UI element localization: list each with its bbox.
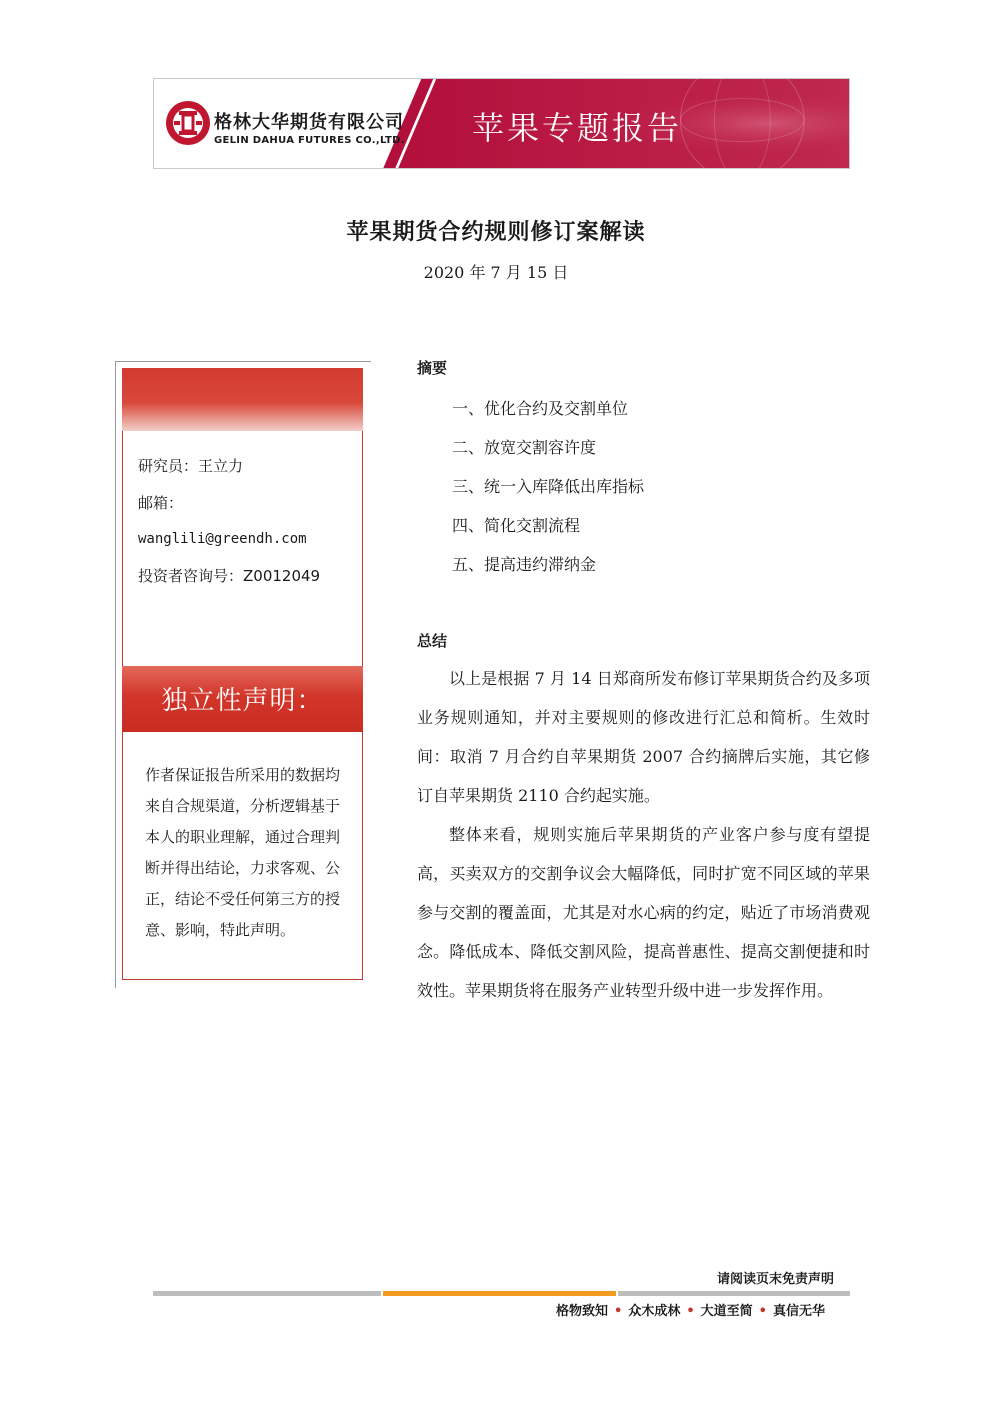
conclusion-heading: 总结 — [417, 632, 448, 650]
conclusion-paragraph-1: 以上是根据 7 月 14 日郑商所发布修订苹果期货合约及多项业务规则通知，并对主要规则的修改进行汇总和简析。生效时间：取消 7 月合约自苹果期货 2007 合约摘牌后实施，其它修订自苹果期货 2110 合约起实施。 — [417, 669, 870, 805]
company-logo-icon — [164, 99, 212, 147]
researcher-label: 研究员： — [138, 457, 199, 475]
motto-separator: • — [686, 1304, 695, 1319]
report-type-label: 苹果专题报告 — [472, 109, 683, 147]
summary-item-4: 四、简化交割流程 — [452, 516, 581, 535]
email-label: 邮箱： — [138, 494, 184, 512]
email-address[interactable] — [138, 529, 307, 547]
motto-4: 真信无华 — [772, 1304, 825, 1319]
header-banner — [153, 78, 850, 169]
company-name-en: GELIN DAHUA FUTURES CO.,LTD. — [214, 135, 405, 146]
email-text: wanglili@greendh.com — [138, 531, 307, 547]
summary-item-3: 三、统一入库降低出库指标 — [452, 477, 645, 496]
motto-separator: • — [758, 1304, 767, 1319]
footer-bar-left — [153, 1291, 381, 1296]
summary-item-1: 一、优化合约及交割单位 — [452, 399, 629, 418]
motto-2: 众木成林 — [628, 1304, 681, 1319]
summary-heading: 摘要 — [417, 359, 448, 377]
page-title: 苹果期货合约规则修订案解读 — [346, 220, 646, 245]
motto-3: 大道至简 — [700, 1304, 753, 1319]
license-line — [138, 565, 320, 586]
report-date: 2020 年 7 月 15 日 — [423, 263, 569, 282]
researcher-name: 王立力 — [198, 457, 244, 475]
company-name-cn: 格林大华期货有限公司 — [214, 112, 404, 133]
sidebar-top-band — [122, 368, 363, 431]
summary-item-5: 五、提高违约滞纳金 — [452, 555, 597, 574]
license-number: Z0012049 — [243, 567, 321, 585]
summary-item-2: 二、放宽交割容许度 — [452, 438, 597, 457]
sidebar-frame-left — [115, 361, 116, 988]
footer-bar-right — [618, 1291, 850, 1296]
disclaimer-text: 作者保证报告所采用的数据均来自合规渠道，分析逻辑基于本人的职业理解，通过合理判断并得出结论，力求客观、公正，结论不受任何第三方的授意、影响，特此声明。 — [145, 766, 341, 939]
license-label: 投资者咨询号： — [138, 567, 244, 585]
footer-bar-middle — [383, 1291, 616, 1296]
motto-separator: • — [614, 1304, 623, 1319]
conclusion-paragraph-2: 整体来看，规则实施后苹果期货的产业客户参与度有望提高，买卖双方的交割争议会大幅降低，同时扩宽不同区域的苹果参与交割的覆盖面，尤其是对水心病的约定，贴近了市场消费观念。降低成本、降低交割风险，提高普惠性、提高交割便捷和时效性。苹果期货将在服务产业转型升级中进一步发挥作用。 — [417, 825, 870, 1000]
motto-1: 格物致知 — [556, 1304, 609, 1319]
disclaimer-notice: 请阅读页末免责声明 — [717, 1272, 835, 1287]
sidebar-frame-top — [115, 361, 371, 362]
researcher-line — [138, 455, 243, 476]
disclaimer-heading: 独立性声明： — [161, 686, 324, 716]
company-motto — [556, 1300, 825, 1319]
